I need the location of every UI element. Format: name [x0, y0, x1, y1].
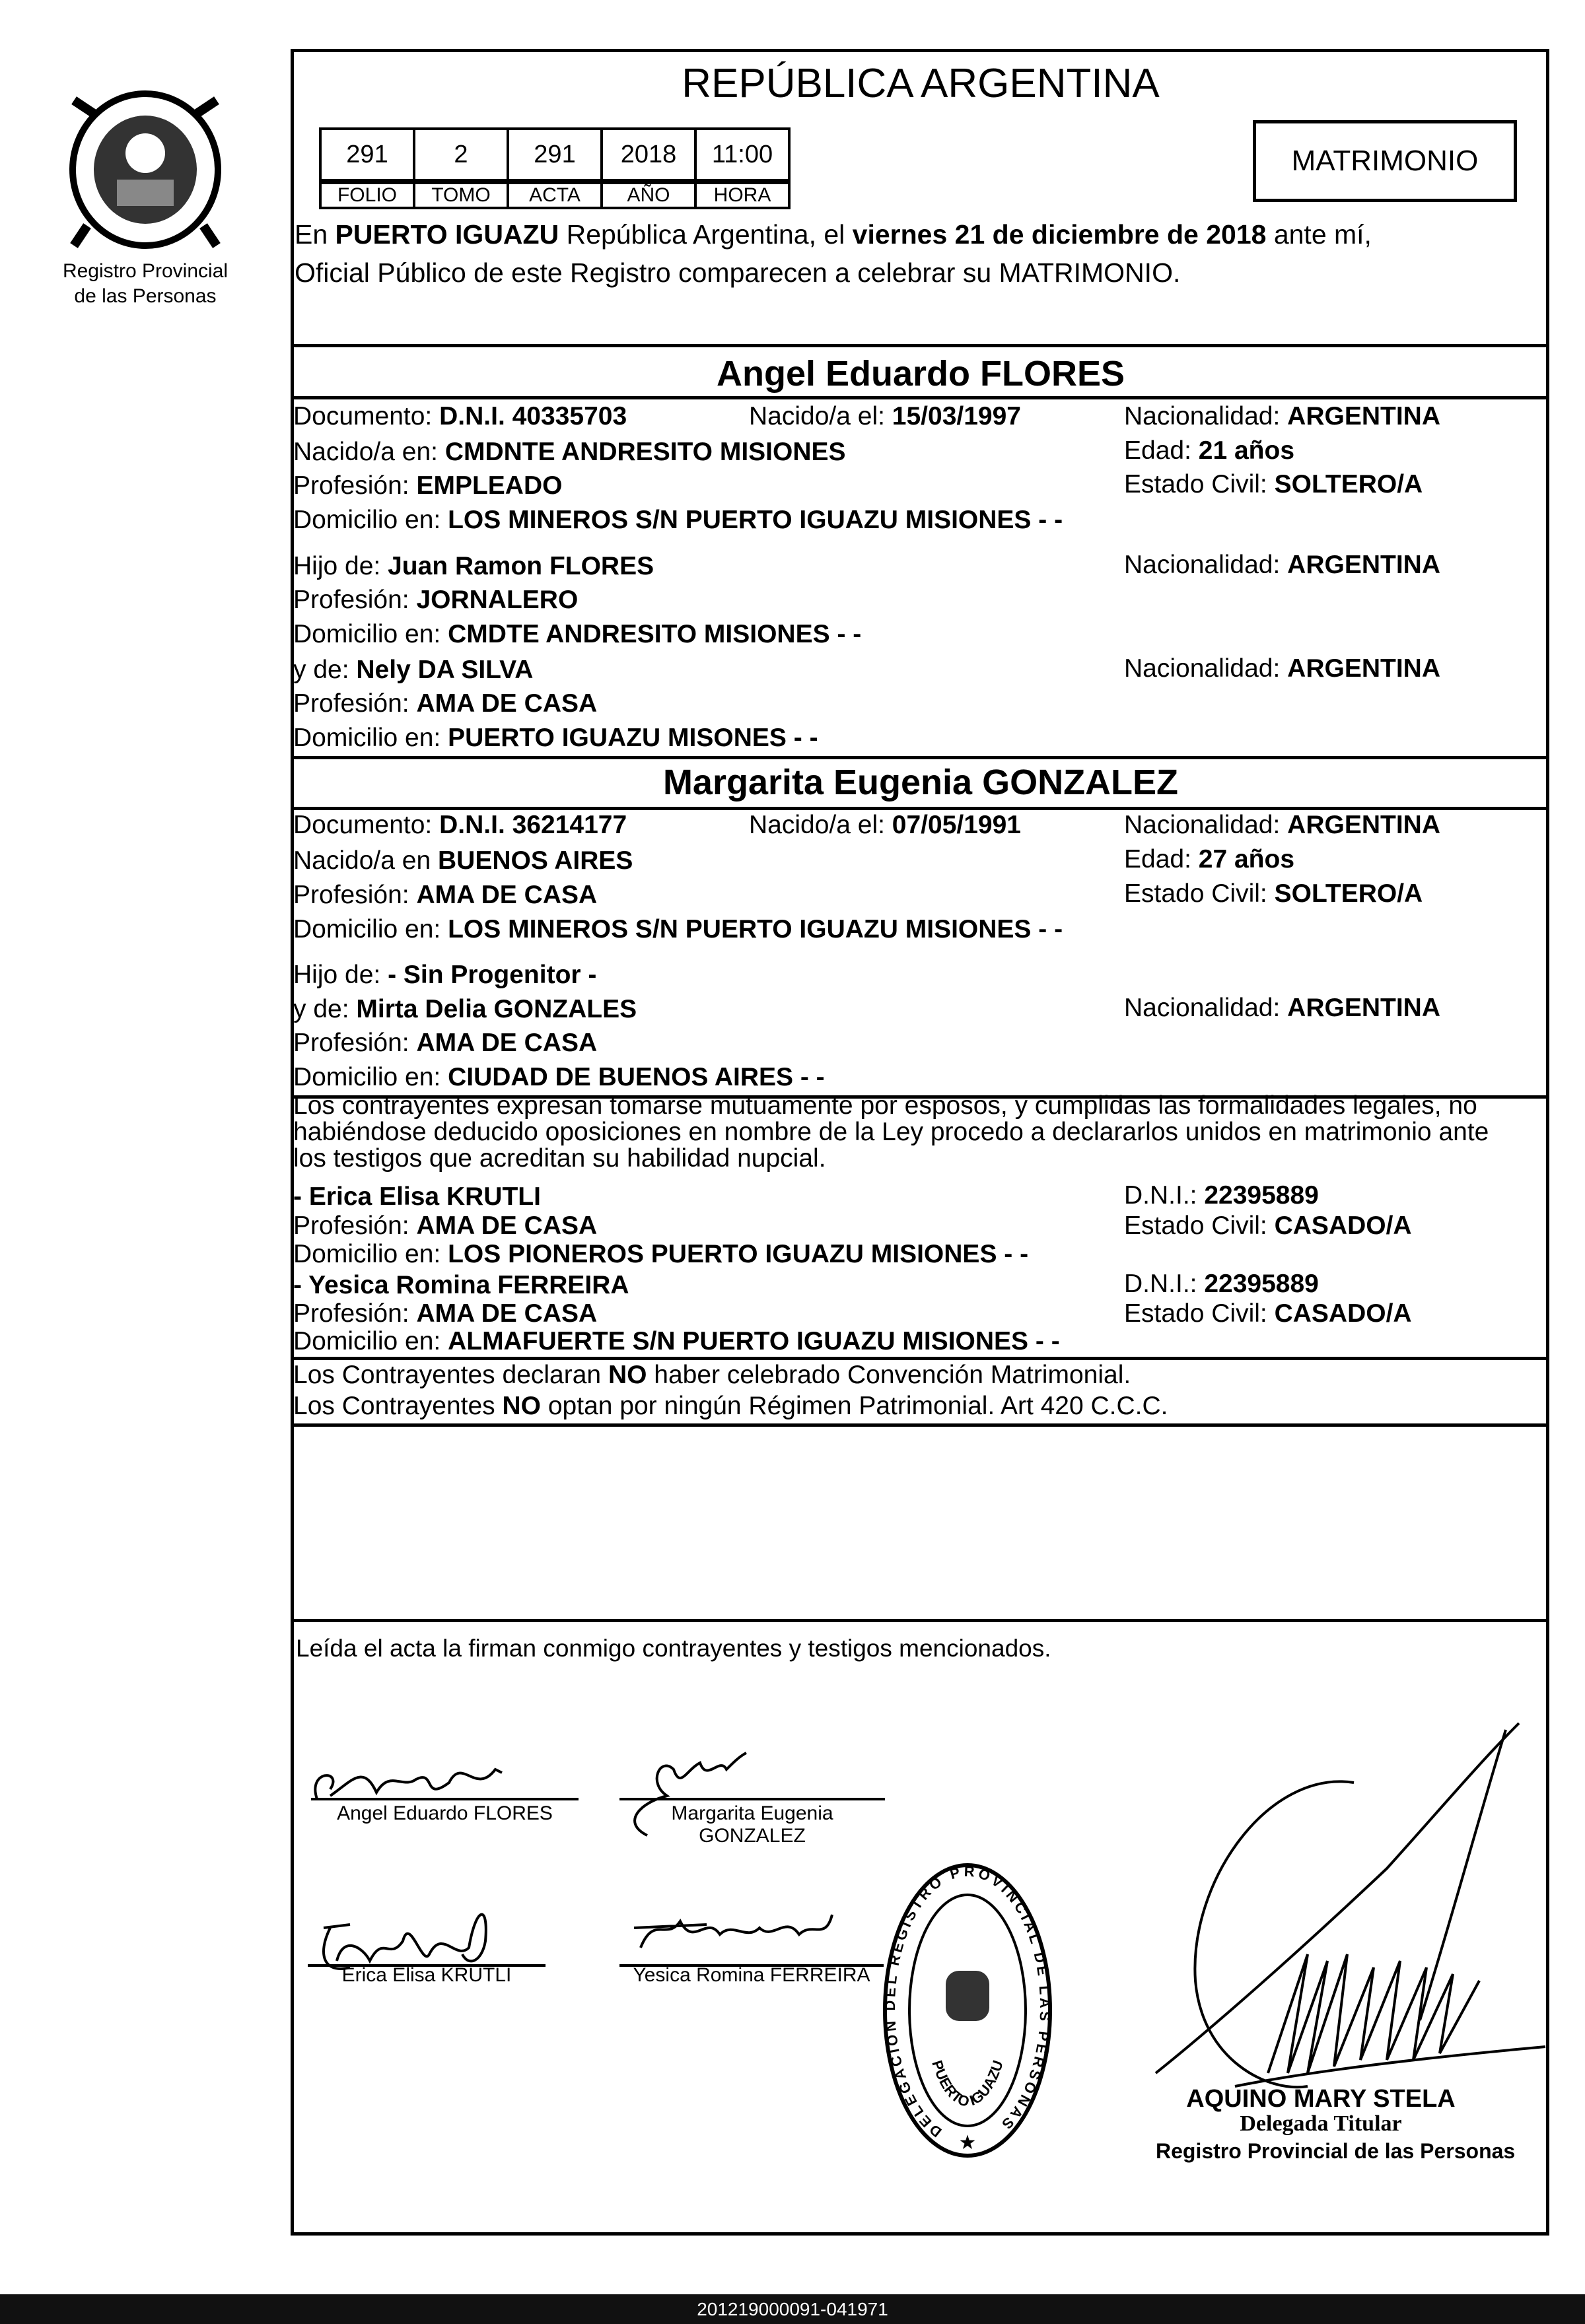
field-text: Documento: — [293, 811, 440, 839]
divider — [292, 1619, 1549, 1622]
spouse2-birth-place — [293, 846, 633, 875]
year-label: AÑO — [602, 182, 695, 208]
hour-value: 11:00 — [695, 129, 789, 182]
signature-line — [311, 1798, 579, 1800]
witness1-dni — [1124, 1181, 1319, 1210]
witness1-profession — [293, 1212, 597, 1241]
spouse2-address — [293, 915, 1063, 944]
field-text: SOLTERO/A — [1274, 470, 1423, 498]
witness2-dni — [1124, 1270, 1319, 1299]
field-text: 15/03/1997 — [892, 402, 1021, 430]
field-text: Documento: — [293, 402, 440, 430]
spouse2-name: Margarita Eugenia GONZALEZ — [662, 763, 1179, 802]
field-text: LOS MINEROS S/N PUERTO IGUAZU MISIONES - - — [448, 506, 1063, 534]
field-text: ALMAFUERTE S/N PUERTO IGUAZU MISIONES - - — [448, 1327, 1060, 1355]
signature-label-witness1: Erica Elisa KRUTLI — [341, 1964, 512, 1986]
field-text: Nacionalidad: — [1124, 994, 1288, 1022]
official-signature — [1136, 1717, 1559, 2113]
field-text: ARGENTINA — [1287, 811, 1441, 839]
declaration-line-2: habiéndose deducido oposiciones en nombre de la Ley procedo a declararlos unidos en matrimonio ante — [293, 1118, 1489, 1146]
stamp-inner-text — [929, 2059, 1006, 2110]
field-text: AMA DE CASA — [416, 1299, 598, 1328]
field-text: BUENOS AIRES — [437, 846, 633, 875]
spouse1-birth-place — [293, 438, 846, 467]
field-text: Hijo de: — [293, 961, 388, 989]
field-text: LOS PIONEROS PUERTO IGUAZU MISIONES - - — [448, 1240, 1029, 1268]
field-text: Profesión: — [293, 1029, 417, 1057]
year-value: 2018 — [602, 129, 695, 182]
regime-line-1 — [293, 1361, 1131, 1390]
field-text: Edad: — [1124, 845, 1199, 873]
divider — [292, 344, 1549, 347]
signature-label-spouse2-line2: GONZALEZ — [699, 1825, 806, 1847]
official-role: Delegada Titular — [1240, 2111, 1402, 2136]
spouse2-mother — [293, 995, 637, 1024]
witness2-profession — [293, 1299, 597, 1328]
field-text: PUERTO IGUAZU MISONES - - — [448, 724, 818, 752]
spouse2-nationality — [1124, 811, 1440, 840]
acta-label: ACTA — [508, 182, 602, 208]
closing-text: Leída el acta la firman conmigo contrayentes y testigos mencionados. — [296, 1635, 1051, 1662]
field-text: Mirta Delia GONZALES — [356, 995, 637, 1023]
field-text: CMDTE ANDRESITO MISIONES - - — [448, 620, 862, 648]
field-text: Nacido/a el: — [749, 811, 892, 839]
field-text: EMPLEADO — [416, 471, 563, 500]
spouse1-mother — [293, 656, 533, 685]
field-text: D.N.I. 36214177 — [439, 811, 627, 839]
field-text: ARGENTINA — [1287, 551, 1441, 579]
field-text: Domicilio en: — [293, 915, 448, 943]
record-table — [319, 127, 791, 209]
spouse1-address — [293, 506, 1063, 535]
divider — [292, 756, 1549, 759]
registry-name-line1: Registro Provincial — [62, 260, 229, 282]
province-seal-logo — [61, 87, 230, 252]
field-text: Nely DA SILVA — [356, 656, 534, 684]
field-text: Profesión: — [293, 1212, 417, 1240]
field-text: 22395889 — [1204, 1181, 1319, 1210]
spouse2-mother-nationality — [1124, 994, 1440, 1023]
hour-label: HORA — [695, 182, 789, 208]
field-text: Profesión: — [293, 1299, 417, 1328]
document-id-footer: 201219000091-041971 — [0, 2294, 1585, 2324]
field-text: Estado Civil: — [1124, 470, 1275, 498]
field-text: 27 años — [1198, 845, 1295, 873]
spouse1-nationality — [1124, 402, 1440, 431]
spouse2-mother-address — [293, 1063, 825, 1092]
field-text: D.N.I.: — [1124, 1181, 1205, 1210]
declaration-line-3: los testigos que acreditan su habilidad nupcial. — [293, 1144, 826, 1173]
spouse2-document — [293, 811, 627, 840]
spouse1-father-profession — [293, 586, 578, 615]
field-text: Los Contrayentes declaran — [293, 1361, 608, 1389]
witness2-civil-status — [1124, 1299, 1412, 1328]
witness1-civil-status — [1124, 1212, 1412, 1241]
field-text: Nacido/a en: — [293, 438, 445, 466]
field-text: CASADO/A — [1274, 1212, 1412, 1240]
field-text: NO — [502, 1392, 542, 1420]
field-text: Profesión: — [293, 471, 417, 500]
field-text: ARGENTINA — [1287, 402, 1441, 430]
spouse1-birth-date — [749, 402, 1021, 431]
signature-label-spouse2-line1: Margarita Eugenia — [671, 1802, 833, 1824]
field-text: Nacionalidad: — [1124, 811, 1288, 839]
field-text: PUERTO IGUAZU — [335, 219, 559, 250]
act-type-box: MATRIMONIO — [1253, 120, 1517, 202]
divider — [292, 396, 1549, 399]
field-text: Domicilio en: — [293, 724, 448, 752]
signature-label-witness2: Yesica Romina FERREIRA — [633, 1964, 870, 1986]
field-text: Estado Civil: — [1124, 1299, 1275, 1328]
stamp-ring-textpath: DELEGACION DEL REGISTRO PROVINCIAL DE LAS PERSONAS — [882, 1863, 1054, 2141]
field-text: Nacionalidad: — [1124, 551, 1288, 579]
field-text: Domicilio en: — [293, 1327, 448, 1355]
spouse1-mother-profession — [293, 689, 597, 718]
field-text: Nacionalidad: — [1124, 402, 1288, 430]
declaration-line-1: Los contrayentes expresan tomarse mutuamente por esposos, y cumplidas las formalidades legales, no — [293, 1091, 1477, 1120]
field-text: optan por ningún Régimen Patrimonial. Art 420 C.C.C. — [541, 1392, 1168, 1420]
witness1-name: - Erica Elisa KRUTLI — [293, 1182, 541, 1211]
field-text: LOS MINEROS S/N PUERTO IGUAZU MISIONES - - — [448, 915, 1063, 943]
intro-line-2: Oficial Público de este Registro comparecen a celebrar su MATRIMONIO. — [295, 257, 1181, 288]
field-text: Estado Civil: — [1124, 1212, 1275, 1240]
field-text: D.N.I. 40335703 — [439, 402, 627, 430]
field-text: CMDNTE ANDRESITO MISIONES — [444, 438, 846, 466]
field-text: Nacionalidad: — [1124, 654, 1288, 683]
field-text: y de: — [293, 656, 357, 684]
page-title: REPÚBLICA ARGENTINA — [682, 61, 1160, 106]
folio-label: FOLIO — [320, 182, 414, 208]
field-text: Nacido/a el: — [749, 402, 892, 430]
witness2-address — [293, 1327, 1060, 1356]
spouse1-mother-nationality — [1124, 654, 1440, 683]
folio-value: 291 — [320, 129, 414, 182]
spouse1-father — [293, 552, 654, 581]
field-text: 22395889 — [1204, 1270, 1319, 1298]
divider — [292, 1423, 1549, 1427]
field-text: Nacido/a en — [293, 846, 438, 875]
field-text: Los Contrayentes — [293, 1392, 503, 1420]
field-text: 21 años — [1198, 436, 1295, 465]
spouse1-civil-status — [1124, 470, 1423, 499]
field-text: Estado Civil: — [1124, 879, 1275, 908]
spouse2-father — [293, 961, 596, 990]
spouse1-age — [1124, 436, 1294, 465]
field-text: Profesión: — [293, 881, 417, 909]
spouse1-father-nationality — [1124, 551, 1440, 580]
field-text: Hijo de: — [293, 552, 388, 580]
field-text: AMA DE CASA — [416, 1029, 598, 1057]
spouse2-profession — [293, 881, 597, 910]
spouse1-mother-address — [293, 724, 818, 753]
field-text: ante mí, — [1266, 219, 1372, 250]
star-icon: ★ — [958, 2132, 977, 2154]
official-name: AQUINO MARY STELA — [1186, 2085, 1456, 2113]
field-text: Edad: — [1124, 436, 1199, 465]
field-text: AMA DE CASA — [416, 689, 598, 718]
stamp-inner-textpath: PUERTO IGUAZU — [929, 2058, 1006, 2111]
registry-name-line2: de las Personas — [74, 285, 217, 307]
field-text: ARGENTINA — [1287, 654, 1441, 683]
spouse1-document — [293, 402, 627, 431]
witness1-address — [293, 1240, 1028, 1269]
divider — [292, 1357, 1549, 1360]
tomo-value: 2 — [414, 129, 508, 182]
tomo-label: TOMO — [414, 182, 508, 208]
official-office: Registro Provincial de las Personas — [1156, 2139, 1516, 2163]
spouse2-birth-date — [749, 811, 1021, 840]
signature-label-spouse1: Angel Eduardo FLORES — [337, 1802, 553, 1824]
field-text: NO — [608, 1361, 647, 1389]
field-text: Profesión: — [293, 689, 417, 718]
spouse1-father-address — [293, 620, 861, 649]
field-text: AMA DE CASA — [416, 881, 598, 909]
divider — [292, 807, 1549, 810]
field-text: Domicilio en: — [293, 506, 448, 534]
field-text: Domicilio en: — [293, 1240, 448, 1268]
field-text: 07/05/1991 — [892, 811, 1021, 839]
spouse2-civil-status — [1124, 879, 1423, 908]
acta-value: 291 — [508, 129, 602, 182]
intro-line-1 — [295, 220, 1372, 249]
field-text: JORNALERO — [416, 586, 579, 614]
field-text: República Argentina, el — [559, 219, 853, 250]
field-text: y de: — [293, 995, 357, 1023]
witness2-name: - Yesica Romina FERREIRA — [293, 1271, 629, 1299]
spouse1-profession — [293, 471, 562, 500]
field-text: D.N.I.: — [1124, 1270, 1205, 1298]
field-text: Juan Ramon FLORES — [388, 552, 654, 580]
spouse2-age — [1124, 845, 1294, 874]
field-text: CIUDAD DE BUENOS AIRES - - — [448, 1063, 825, 1091]
signature-line — [619, 1798, 885, 1800]
regime-line-2 — [293, 1392, 1168, 1421]
field-text: haber celebrado Convención Matrimonial. — [647, 1361, 1131, 1389]
field-text: Profesión: — [293, 586, 417, 614]
field-text: Domicilio en: — [293, 620, 448, 648]
spouse1-name: Angel Eduardo FLORES — [716, 354, 1125, 393]
field-text: AMA DE CASA — [416, 1212, 598, 1240]
field-text: Domicilio en: — [293, 1063, 448, 1091]
field-text: ARGENTINA — [1287, 994, 1441, 1022]
field-text: - Sin Progenitor - — [388, 961, 597, 989]
field-text: viernes 21 de diciembre de 2018 — [852, 219, 1267, 250]
spouse2-mother-profession — [293, 1029, 597, 1058]
field-text: SOLTERO/A — [1274, 879, 1423, 908]
field-text: En — [295, 219, 335, 250]
signature-witness2 — [627, 1901, 852, 1961]
registry-stamp — [878, 1855, 1057, 2166]
field-text: CASADO/A — [1274, 1299, 1412, 1328]
